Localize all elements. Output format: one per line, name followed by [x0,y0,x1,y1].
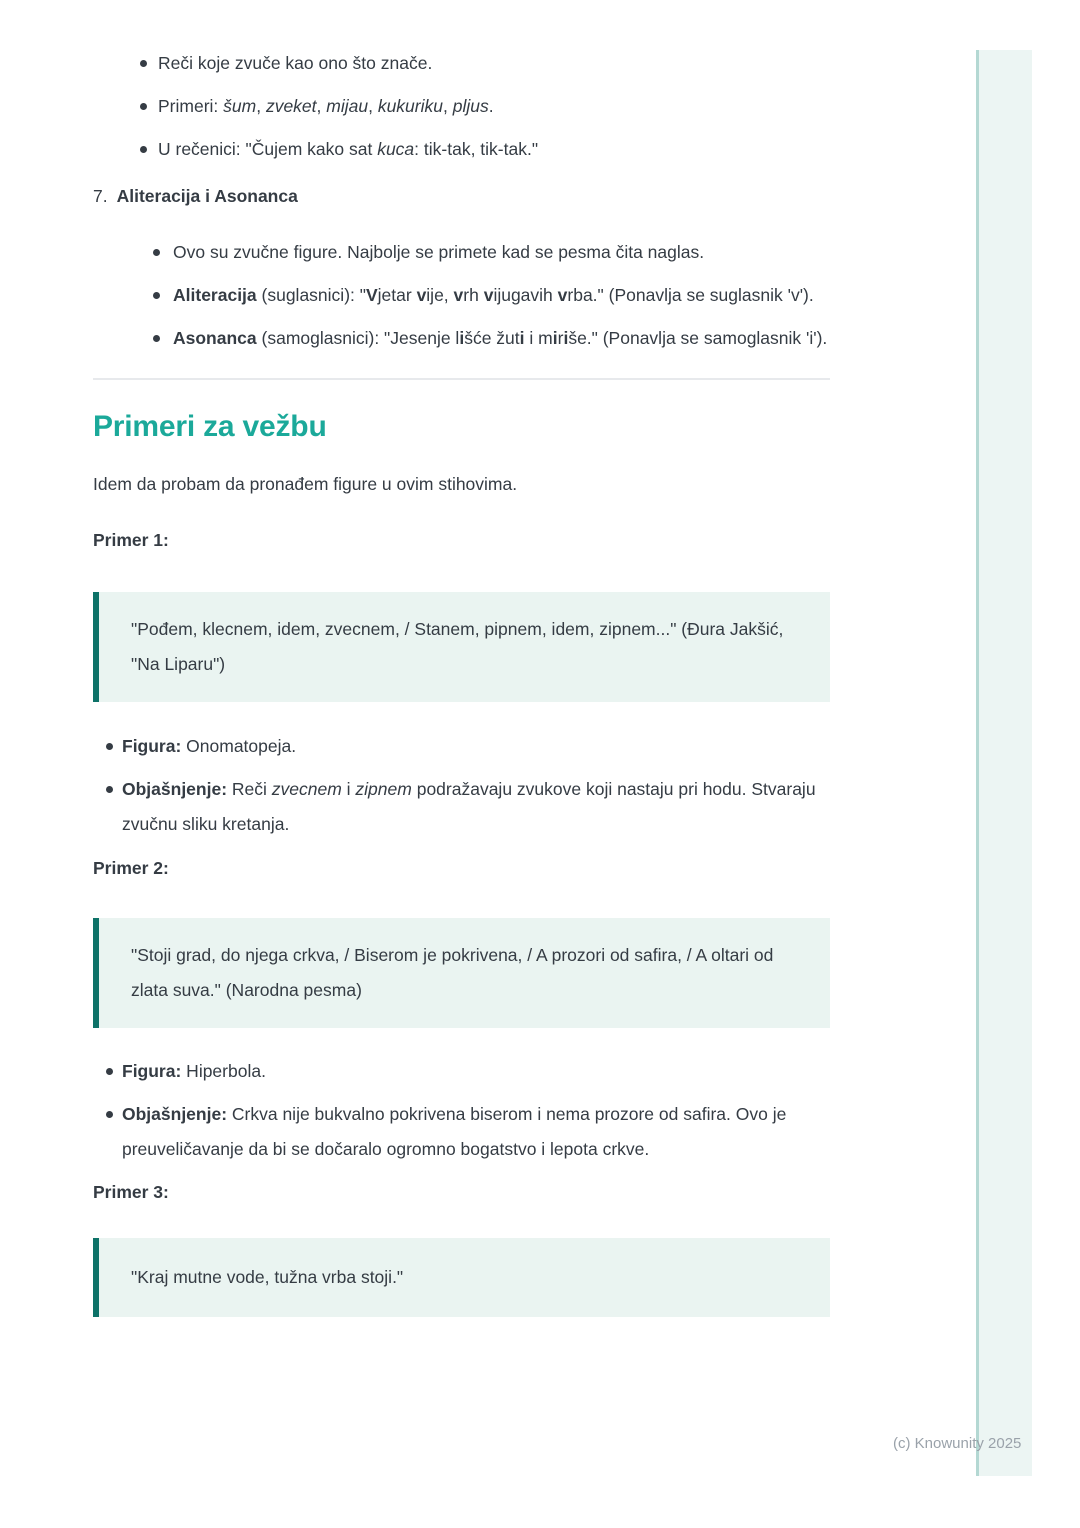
numbered-heading-aliteracija [93,179,830,214]
example-2-quote-block [93,918,830,1028]
intro-paragraph: Idem da probam da pronađem figure u ovim stihovima. [93,474,518,494]
example-1-quote-block [93,592,830,702]
list-item: Reči koje zvuče kao ono što znače. [93,46,830,81]
list-item: Ovo su zvučne figure. Najbolje se primete kad se pesma čita naglas. [93,235,830,270]
list-item: Figura: Onomatopeja. [93,729,830,764]
aliteracija-asonanca-list [93,235,830,356]
example-1-label: Primer 1: [93,530,169,550]
quote-text: "Kraj mutne vode, tužna vrba stoji." [131,1267,404,1287]
example-2-label: Primer 2: [93,858,169,878]
list-item: Objašnjenje: Crkva nije bukvalno pokrivena biserom i nema prozore od safira. Ovo je preuveličavanje da bi se dočaralo ogromno bogatstvo i lepota crkve. [93,1097,830,1167]
page-edge-strip [976,50,1032,1476]
list-item: Primeri: šum, zveket, mijau, kukuriku, pljus. [93,89,830,124]
list-item: Objašnjenje: Reči zvecnem i zipnem podražavaju zvukove koji nastaju pri hodu. Stvaraju zvučnu sliku kretanja. [93,772,830,842]
quote-text: "Pođem, klecnem, idem, zvecnem, / Stanem, pipnem, idem, zipnem..." (Đura Jakšić, "Na Liparu") [131,619,784,674]
list-item: Asonanca (samoglasnici): "Jesenje lišće žuti i miriše." (Ponavlja se samoglasnik 'i'). [93,321,830,356]
numbered-heading-title: Aliteracija i Asonanca [116,186,298,206]
list-item: Figura: Hiperbola. [93,1054,830,1089]
list-item: Aliteracija (suglasnici): "Vjetar vije, vrh vijugavih vrba." (Ponavlja se suglasnik 'v'). [93,278,830,313]
document-content [93,0,830,1317]
section-heading: Primeri za vežbu [93,410,327,443]
example-3-label: Primer 3: [93,1182,169,1202]
example-1-analysis-list [93,729,830,842]
list-item: U rečenici: "Čujem kako sat kuca: tik-tak, tik-tak." [93,132,830,167]
copyright-notice: (c) Knowunity 2025 [893,1435,1022,1452]
example-3-quote-block [93,1238,830,1317]
example-2-analysis-list [93,1054,830,1167]
section-divider [93,378,830,380]
list-number: 7. [93,186,108,206]
quote-text: "Stoji grad, do njega crkva, / Biserom je pokrivena, / A prozori od safira, / A oltari od zlata suva." (Narodna pesma) [131,945,774,1000]
onomatopoeia-list [93,46,830,167]
